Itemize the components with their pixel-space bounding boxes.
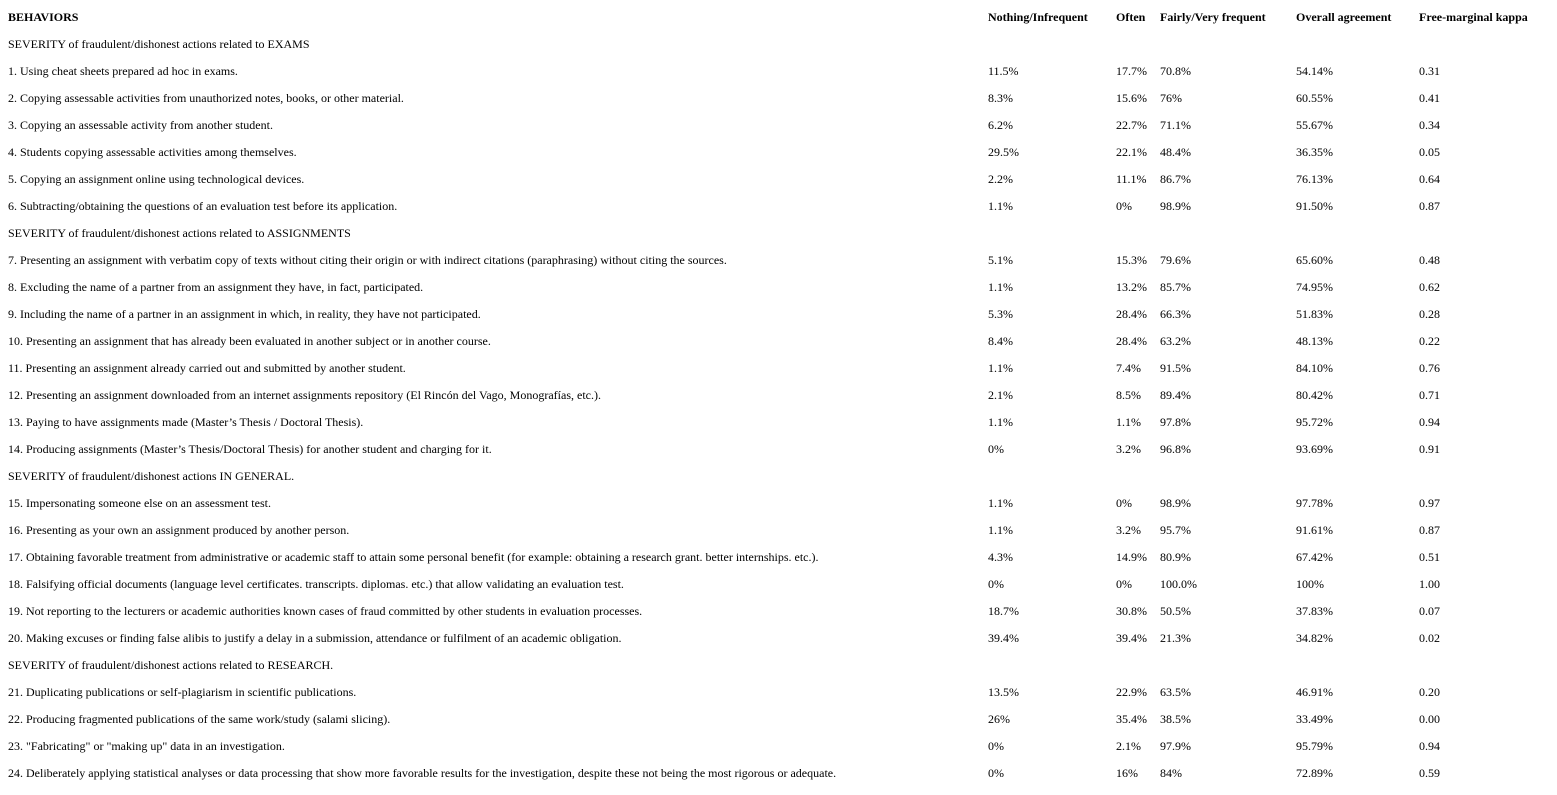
table-row: [4, 247, 1553, 274]
fairly-very-frequent-cell: 21.3%: [1160, 631, 1191, 645]
often-cell: 2.1%: [1116, 739, 1141, 753]
often-cell: 0%: [1116, 496, 1132, 510]
section-title: SEVERITY of fraudulent/dishonest actions IN GENERAL.: [8, 469, 295, 483]
section-row: [4, 220, 1553, 247]
often-cell: 17.7%: [1116, 64, 1147, 78]
fairly-very-frequent-cell: 89.4%: [1160, 388, 1191, 402]
often-cell: 7.4%: [1116, 361, 1141, 375]
overall-agreement-cell: 91.61%: [1296, 523, 1333, 537]
often-cell: 16%: [1116, 766, 1138, 780]
overall-agreement-cell: 51.83%: [1296, 307, 1333, 321]
overall-agreement-cell: 95.72%: [1296, 415, 1333, 429]
fairly-very-frequent-cell: 70.8%: [1160, 64, 1191, 78]
fairly-very-frequent-cell: 79.6%: [1160, 253, 1191, 267]
kappa-cell: 0.97: [1419, 496, 1440, 510]
behavior-cell: 13. Paying to have assignments made (Master’s Thesis / Doctoral Thesis).: [8, 415, 364, 429]
often-cell: 22.1%: [1116, 145, 1147, 159]
kappa-cell: 0.64: [1419, 172, 1440, 186]
section-row: [4, 463, 1553, 490]
header-free-marginal-kappa: Free-marginal kappa: [1419, 10, 1528, 24]
behavior-cell: 22. Producing fragmented publications of the same work/study (salami slicing).: [8, 712, 391, 726]
nothing-infrequent-cell: 6.2%: [988, 118, 1013, 132]
table-row: [4, 139, 1553, 166]
overall-agreement-cell: 65.60%: [1296, 253, 1333, 267]
fairly-very-frequent-cell: 84%: [1160, 766, 1182, 780]
behavior-cell: 20. Making excuses or finding false alibis to justify a delay in a submission, attendance or fulfilment of an academic obligation.: [8, 631, 622, 645]
fairly-very-frequent-cell: 97.8%: [1160, 415, 1191, 429]
overall-agreement-cell: 95.79%: [1296, 739, 1333, 753]
kappa-cell: 0.07: [1419, 604, 1440, 618]
nothing-infrequent-cell: 5.1%: [988, 253, 1013, 267]
overall-agreement-cell: 74.95%: [1296, 280, 1333, 294]
kappa-cell: 0.48: [1419, 253, 1440, 267]
table-row: [4, 355, 1553, 382]
kappa-cell: 0.34: [1419, 118, 1440, 132]
behavior-cell: 23. "Fabricating" or "making up" data in an investigation.: [8, 739, 285, 753]
header-nothing-infrequent: Nothing/Infrequent: [988, 10, 1088, 24]
behaviors-table: [4, 4, 1553, 787]
fairly-very-frequent-cell: 86.7%: [1160, 172, 1191, 186]
section-title: SEVERITY of fraudulent/dishonest actions related to RESEARCH.: [8, 658, 334, 672]
overall-agreement-cell: 67.42%: [1296, 550, 1333, 564]
fairly-very-frequent-cell: 85.7%: [1160, 280, 1191, 294]
nothing-infrequent-cell: 0%: [988, 766, 1004, 780]
fairly-very-frequent-cell: 76%: [1160, 91, 1182, 105]
overall-agreement-cell: 46.91%: [1296, 685, 1333, 699]
fairly-very-frequent-cell: 38.5%: [1160, 712, 1191, 726]
behavior-cell: 9. Including the name of a partner in an assignment in which, in reality, they have not participated.: [8, 307, 481, 321]
header-often: Often: [1116, 10, 1146, 24]
nothing-infrequent-cell: 0%: [988, 739, 1004, 753]
kappa-cell: 0.94: [1419, 415, 1440, 429]
table-row: [4, 571, 1553, 598]
overall-agreement-cell: 97.78%: [1296, 496, 1333, 510]
section-row: [4, 652, 1553, 679]
behavior-cell: 8. Excluding the name of a partner from an assignment they have, in fact, participated.: [8, 280, 424, 294]
table-row: [4, 382, 1553, 409]
nothing-infrequent-cell: 5.3%: [988, 307, 1013, 321]
behavior-cell: 10. Presenting an assignment that has already been evaluated in another subject or in another course.: [8, 334, 491, 348]
kappa-cell: 0.28: [1419, 307, 1440, 321]
table-row: [4, 598, 1553, 625]
fairly-very-frequent-cell: 96.8%: [1160, 442, 1191, 456]
fairly-very-frequent-cell: 95.7%: [1160, 523, 1191, 537]
table-row: [4, 625, 1553, 652]
behavior-cell: 1. Using cheat sheets prepared ad hoc in exams.: [8, 64, 238, 78]
table-row: [4, 706, 1553, 733]
behavior-cell: 7. Presenting an assignment with verbatim copy of texts without citing their origin or with indirect citations (paraphrasing) without citing the sources.: [8, 253, 727, 267]
behavior-cell: 16. Presenting as your own an assignment produced by another person.: [8, 523, 350, 537]
behavior-cell: 14. Producing assignments (Master’s Thesis/Doctoral Thesis) for another student and charging for it.: [8, 442, 492, 456]
behavior-cell: 5. Copying an assignment online using technological devices.: [8, 172, 305, 186]
kappa-cell: 0.22: [1419, 334, 1440, 348]
often-cell: 11.1%: [1116, 172, 1147, 186]
table-row: [4, 274, 1553, 301]
kappa-cell: 0.59: [1419, 766, 1440, 780]
table-row: [4, 166, 1553, 193]
header-fairly-very-frequent: Fairly/Very frequent: [1160, 10, 1266, 24]
often-cell: 1.1%: [1116, 415, 1141, 429]
often-cell: 0%: [1116, 199, 1132, 213]
kappa-cell: 0.51: [1419, 550, 1440, 564]
kappa-cell: 0.00: [1419, 712, 1440, 726]
often-cell: 8.5%: [1116, 388, 1141, 402]
fairly-very-frequent-cell: 91.5%: [1160, 361, 1191, 375]
overall-agreement-cell: 37.83%: [1296, 604, 1333, 618]
nothing-infrequent-cell: 1.1%: [988, 199, 1013, 213]
nothing-infrequent-cell: 13.5%: [988, 685, 1019, 699]
nothing-infrequent-cell: 8.3%: [988, 91, 1013, 105]
nothing-infrequent-cell: 1.1%: [988, 280, 1013, 294]
overall-agreement-cell: 93.69%: [1296, 442, 1333, 456]
nothing-infrequent-cell: 11.5%: [988, 64, 1019, 78]
often-cell: 39.4%: [1116, 631, 1147, 645]
kappa-cell: 0.94: [1419, 739, 1440, 753]
overall-agreement-cell: 84.10%: [1296, 361, 1333, 375]
kappa-cell: 0.41: [1419, 91, 1440, 105]
behavior-cell: 2. Copying assessable activities from unauthorized notes, books, or other material.: [8, 91, 404, 105]
table-row: [4, 85, 1553, 112]
nothing-infrequent-cell: 0%: [988, 442, 1004, 456]
overall-agreement-cell: 76.13%: [1296, 172, 1333, 186]
nothing-infrequent-cell: 1.1%: [988, 496, 1013, 510]
fairly-very-frequent-cell: 98.9%: [1160, 496, 1191, 510]
often-cell: 22.9%: [1116, 685, 1147, 699]
fairly-very-frequent-cell: 80.9%: [1160, 550, 1191, 564]
fairly-very-frequent-cell: 97.9%: [1160, 739, 1191, 753]
fairly-very-frequent-cell: 50.5%: [1160, 604, 1191, 618]
often-cell: 3.2%: [1116, 442, 1141, 456]
table-row: [4, 733, 1553, 760]
table-row: [4, 544, 1553, 571]
nothing-infrequent-cell: 4.3%: [988, 550, 1013, 564]
nothing-infrequent-cell: 1.1%: [988, 523, 1013, 537]
table-row: [4, 409, 1553, 436]
often-cell: 14.9%: [1116, 550, 1147, 564]
kappa-cell: 0.31: [1419, 64, 1440, 78]
header-behaviors: BEHAVIORS: [8, 10, 79, 24]
often-cell: 30.8%: [1116, 604, 1147, 618]
often-cell: 35.4%: [1116, 712, 1147, 726]
often-cell: 13.2%: [1116, 280, 1147, 294]
fairly-very-frequent-cell: 66.3%: [1160, 307, 1191, 321]
section-row: [4, 31, 1553, 58]
fairly-very-frequent-cell: 100.0%: [1160, 577, 1197, 591]
overall-agreement-cell: 72.89%: [1296, 766, 1333, 780]
behavior-cell: 18. Falsifying official documents (language level certificates. transcripts. diplomas. etc.) that allow validating an evaluation test.: [8, 577, 624, 591]
fairly-very-frequent-cell: 71.1%: [1160, 118, 1191, 132]
behavior-cell: 24. Deliberately applying statistical analyses or data processing that show more favorable results for the investigation, despite these not being the most rigorous or adequate.: [8, 766, 837, 780]
nothing-infrequent-cell: 39.4%: [988, 631, 1019, 645]
overall-agreement-cell: 55.67%: [1296, 118, 1333, 132]
kappa-cell: 0.02: [1419, 631, 1440, 645]
table-row: [4, 112, 1553, 139]
kappa-cell: 0.05: [1419, 145, 1440, 159]
kappa-cell: 0.76: [1419, 361, 1440, 375]
overall-agreement-cell: 34.82%: [1296, 631, 1333, 645]
nothing-infrequent-cell: 2.2%: [988, 172, 1013, 186]
nothing-infrequent-cell: 2.1%: [988, 388, 1013, 402]
kappa-cell: 0.71: [1419, 388, 1440, 402]
behavior-cell: 11. Presenting an assignment already carried out and submitted by another student.: [8, 361, 406, 375]
kappa-cell: 0.91: [1419, 442, 1440, 456]
often-cell: 28.4%: [1116, 334, 1147, 348]
section-title: SEVERITY of fraudulent/dishonest actions related to EXAMS: [8, 37, 310, 51]
nothing-infrequent-cell: 8.4%: [988, 334, 1013, 348]
often-cell: 15.3%: [1116, 253, 1147, 267]
table-row: [4, 517, 1553, 544]
nothing-infrequent-cell: 1.1%: [988, 415, 1013, 429]
overall-agreement-cell: 48.13%: [1296, 334, 1333, 348]
kappa-cell: 0.87: [1419, 523, 1440, 537]
fairly-very-frequent-cell: 63.5%: [1160, 685, 1191, 699]
overall-agreement-cell: 33.49%: [1296, 712, 1333, 726]
section-title: SEVERITY of fraudulent/dishonest actions related to ASSIGNMENTS: [8, 226, 351, 240]
table-row: [4, 301, 1553, 328]
behavior-cell: 3. Copying an assessable activity from another student.: [8, 118, 273, 132]
behavior-cell: 4. Students copying assessable activities among themselves.: [8, 145, 297, 159]
overall-agreement-cell: 91.50%: [1296, 199, 1333, 213]
nothing-infrequent-cell: 26%: [988, 712, 1010, 726]
behavior-cell: 15. Impersonating someone else on an assessment test.: [8, 496, 271, 510]
table-row: [4, 760, 1553, 787]
behavior-cell: 12. Presenting an assignment downloaded from an internet assignments repository (El Rincón del Vago, Monografías, etc.).: [8, 388, 601, 402]
fairly-very-frequent-cell: 98.9%: [1160, 199, 1191, 213]
overall-agreement-cell: 80.42%: [1296, 388, 1333, 402]
behavior-cell: 19. Not reporting to the lecturers or academic authorities known cases of fraud committed by other students in evaluation processes.: [8, 604, 643, 618]
overall-agreement-cell: 60.55%: [1296, 91, 1333, 105]
kappa-cell: 0.87: [1419, 199, 1440, 213]
kappa-cell: 0.20: [1419, 685, 1440, 699]
often-cell: 22.7%: [1116, 118, 1147, 132]
nothing-infrequent-cell: 0%: [988, 577, 1004, 591]
behavior-cell: 21. Duplicating publications or self-plagiarism in scientific publications.: [8, 685, 357, 699]
often-cell: 0%: [1116, 577, 1132, 591]
overall-agreement-cell: 36.35%: [1296, 145, 1333, 159]
kappa-cell: 1.00: [1419, 577, 1440, 591]
fairly-very-frequent-cell: 48.4%: [1160, 145, 1191, 159]
overall-agreement-cell: 54.14%: [1296, 64, 1333, 78]
table-row: [4, 679, 1553, 706]
header-overall-agreement: Overall agreement: [1296, 10, 1392, 24]
table-row: [4, 490, 1553, 517]
nothing-infrequent-cell: 18.7%: [988, 604, 1019, 618]
kappa-cell: 0.62: [1419, 280, 1440, 294]
header-row: [4, 4, 1553, 31]
overall-agreement-cell: 100%: [1296, 577, 1324, 591]
behavior-cell: 6. Subtracting/obtaining the questions of an evaluation test before its application.: [8, 199, 398, 213]
often-cell: 3.2%: [1116, 523, 1141, 537]
nothing-infrequent-cell: 29.5%: [988, 145, 1019, 159]
table-row: [4, 328, 1553, 355]
behavior-cell: 17. Obtaining favorable treatment from administrative or academic staff to attain some personal benefit (for example: obtaining a research grant. better internships. etc.).: [8, 550, 819, 564]
often-cell: 15.6%: [1116, 91, 1147, 105]
table-row: [4, 193, 1553, 220]
table-row: [4, 436, 1553, 463]
often-cell: 28.4%: [1116, 307, 1147, 321]
table-body: [4, 31, 1553, 787]
nothing-infrequent-cell: 1.1%: [988, 361, 1013, 375]
fairly-very-frequent-cell: 63.2%: [1160, 334, 1191, 348]
table-row: [4, 58, 1553, 85]
